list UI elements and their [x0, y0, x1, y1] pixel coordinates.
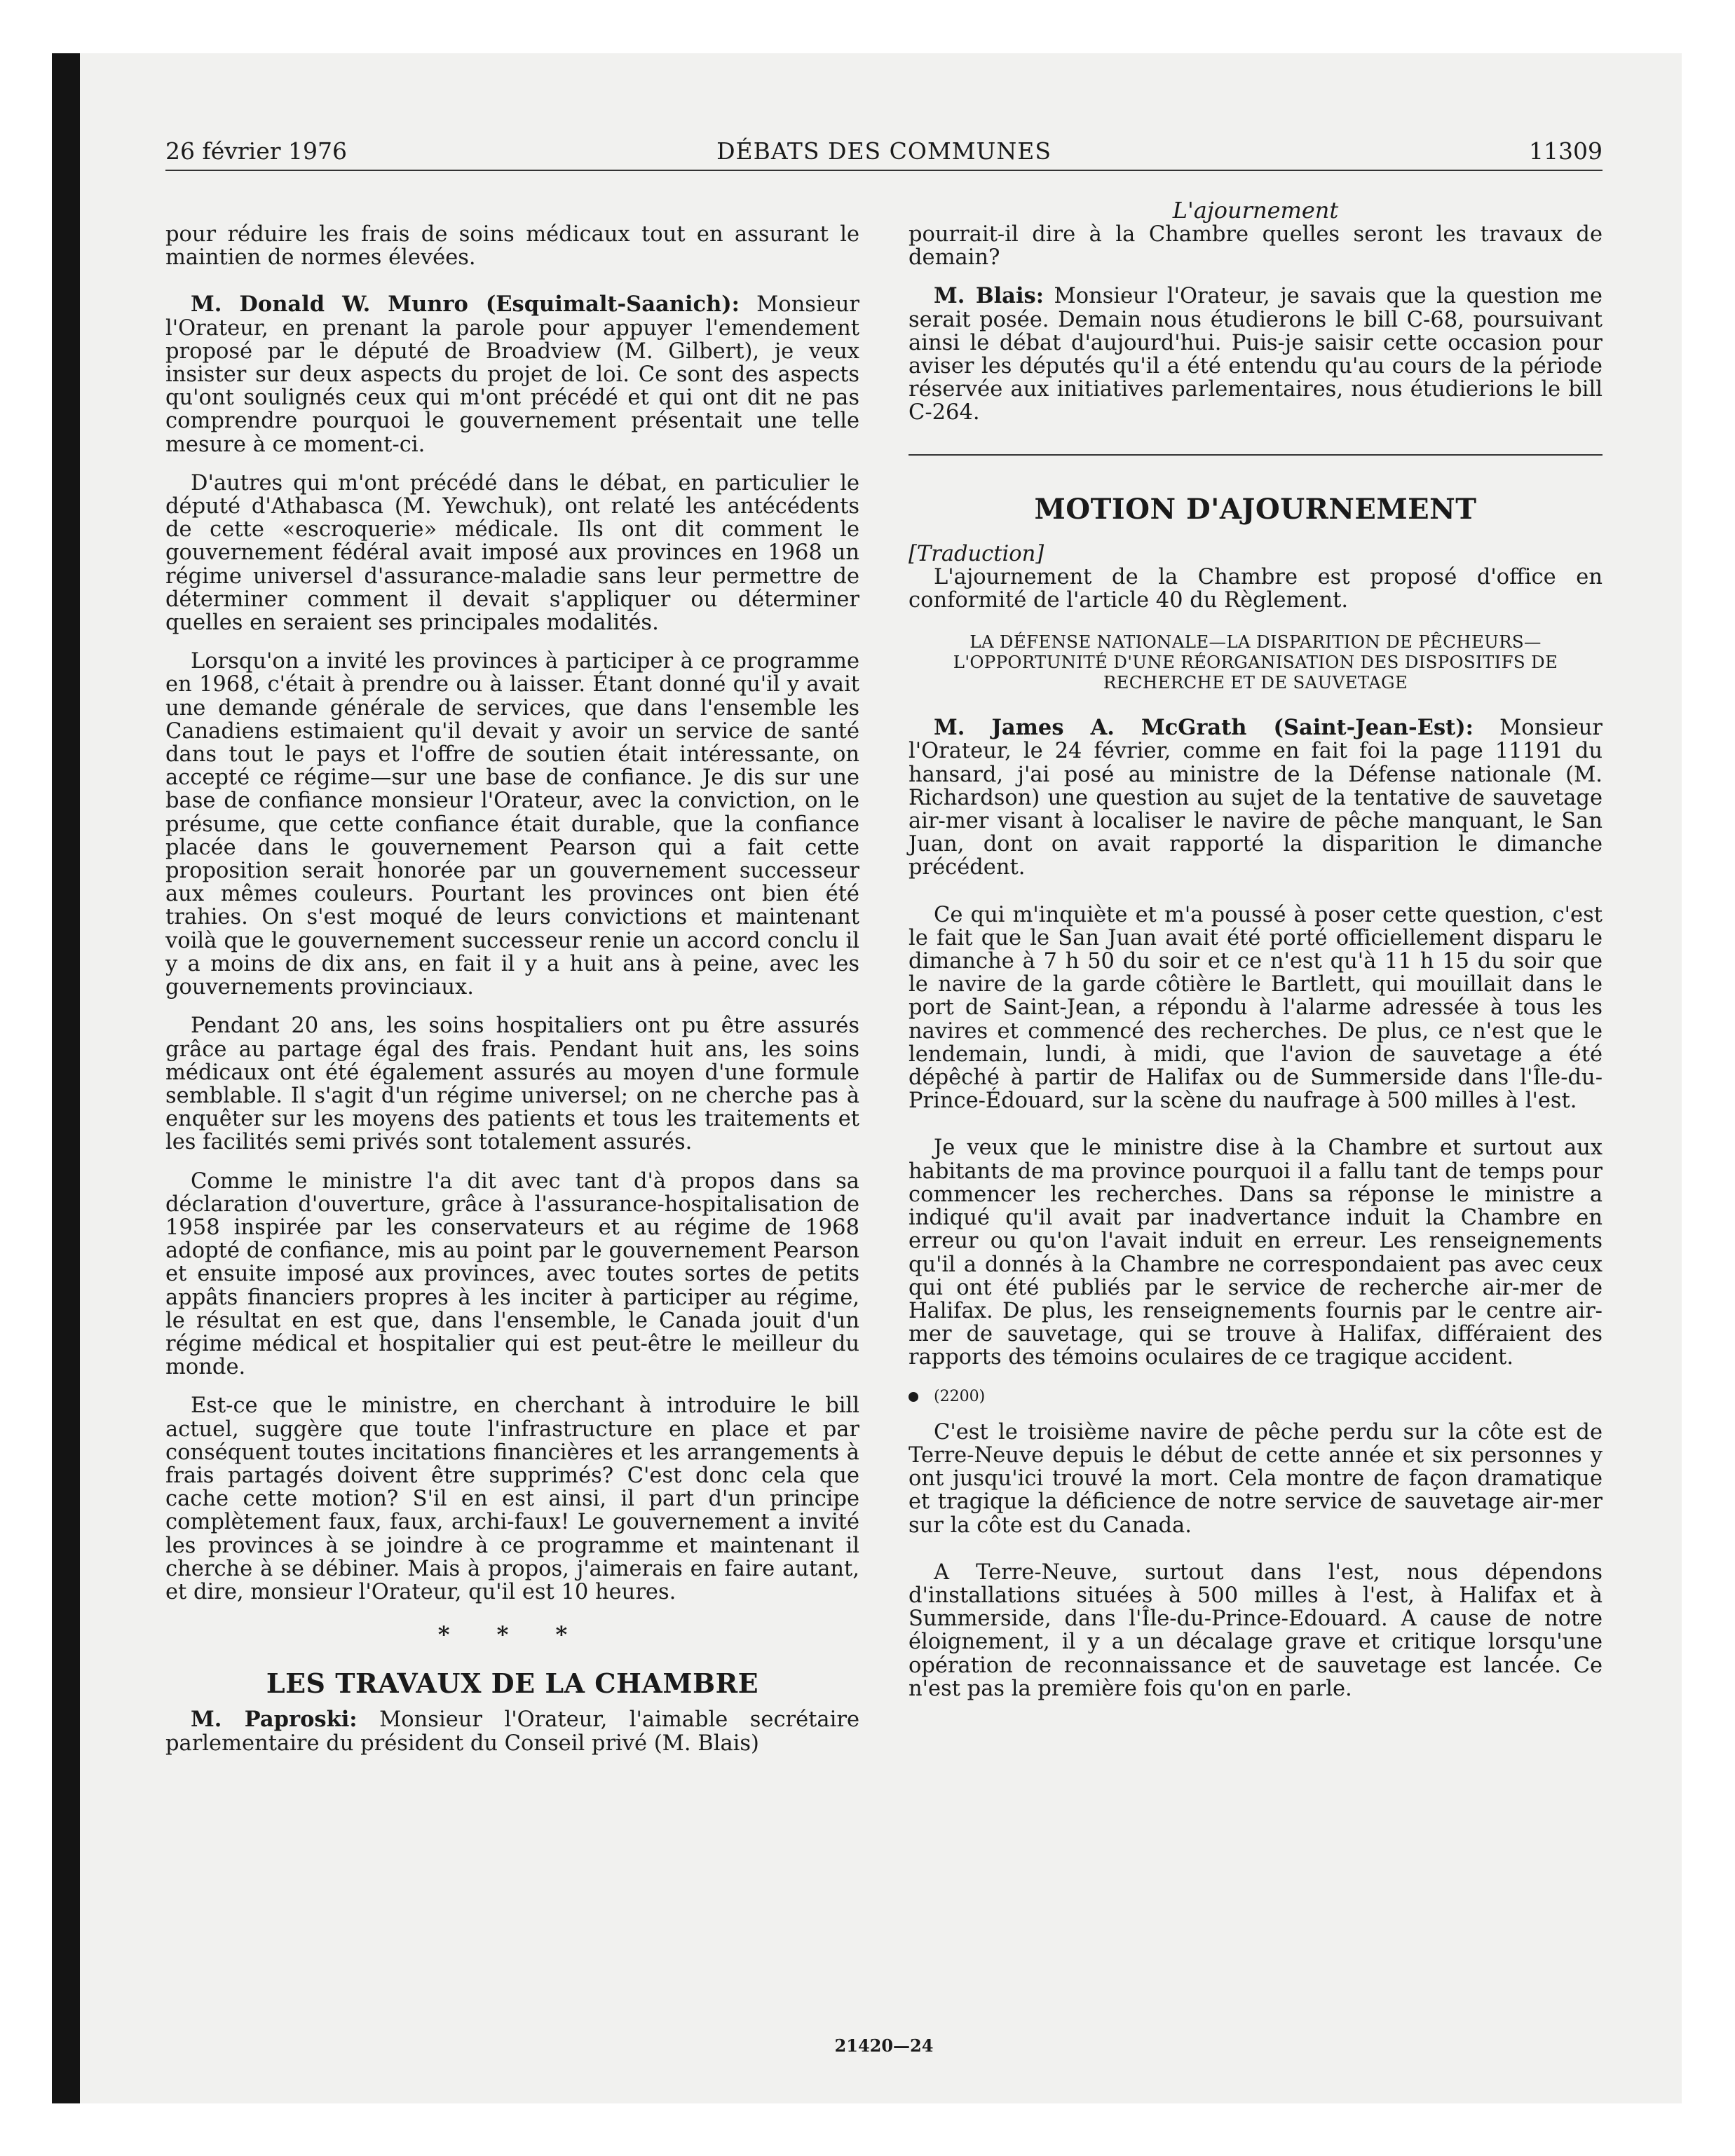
- speech-text: Monsieur l'Orateur, l'aimable secrétaire parlementaire du président du Conseil privé (M. Blais): [165, 1707, 860, 1756]
- paragraph: Ce qui m'inquiète et m'a poussé à poser cette question, c'est le fait que le San Juan avait été porté officiellement disparu le dimanche à 7 h 50 du soir et ce n'est qu'à 11 h 15 du soir que le navire de la garde côtière le Bartlett, qui mouillait dans le port de Saint-Jean, a répondu à l'alarme adressée à tous les navires et commencé des recherches. De plus, ce n'est que le lendemain, lundi, à midi, que l'avion de sauvetage a été dépêché à partir de Halifax ou de Summerside dans l'Île-du-Prince-Édouard, sur la scène du naufrage à 500 milles à l'est.: [909, 902, 1603, 1114]
- paragraph: pourrait-il dire à la Chambre quelles seront les travaux de demain?: [909, 222, 1603, 271]
- header-date: 26 février 1976: [165, 137, 347, 165]
- paragraph: [165, 293, 859, 456]
- speaker-name: M. Blais:: [934, 283, 1044, 309]
- section-heading: MOTION D'AJOURNEMENT: [1034, 492, 1477, 526]
- paragraph: Lorsqu'on a invité les provinces à participer à ce programme en 1968, c'était à prendre ou à laisser. Étant donné qu'il y avait une demande générale de services, que dans l'ensemble les Canadiens estimaient qu'il devait y avoir un service de santé dans tout le pays et l'offre de soutien était intéressante, on accepté ce régime—sur une base de confiance. Je dis sur une base de confiance monsieur l'Orateur, avec la conviction, on le présume, que cette confiance était durable, que la confiance placée dans le gouvernement Pearson qui a fait cette proposition serait honorée par un gouvernement successeur aux mêmes couleurs. Pourtant les provinces ont bien été trahies. On s'est moqué de leurs convictions et maintenant voilà que le gouvernement successeur renie un accord conclu il y a moins de dix ans, en fait il y a huit ans à peine, avec les gouvernements provinciaux.: [165, 649, 859, 1000]
- speech-text: Monsieur l'Orateur, en prenant la parole pour appuyer l'emendement proposé par le député de Broadview (M. Gilbert), je veux insister sur deux aspects du projet de loi. Ce sont des aspects qu'ont soulignés ceux qui m'ont précédé et qui ont dit ne pas comprendre pourquoi le gouvernement présentait une telle mesure à ce moment-ci.: [165, 292, 859, 457]
- paragraph: pour réduire les frais de soins médicaux tout en assurant le maintien de normes élevées.: [165, 222, 859, 271]
- bullet-icon: [909, 1392, 918, 1402]
- paragraph: D'autres qui m'ont précédé dans le débat, en particulier le député d'Athabasca (M. Yewchuk), ont relaté les antécédents de cette «escroquerie» médicale. Ils ont dit comment le gouvernement fédéral avait imposé aux provinces en 1968 un régime universel d'assurance-maladie sans leur permettre de déterminer comment il devait s'appliquer ou déterminer quelles en seraient ses principales modalités.: [165, 470, 859, 636]
- page: [165, 137, 1603, 2058]
- paragraph: L'ajournement de la Chambre est proposé d'office en conformité de l'article 40 du Règlement.: [909, 564, 1603, 613]
- page-footer: 21420—24: [834, 2035, 934, 2056]
- subsection-heading: LA DÉFENSE NATIONALE—LA DISPARITION DE PÊCHEURS—L'OPPORTUNITÉ D'UNE RÉORGANISATION DES DISPOSITIFS DE RECHERCHE ET DE SAUVETAGE: [953, 632, 1558, 693]
- paragraph: Comme le ministre l'a dit avec tant d'à propos dans sa déclaration d'ouverture, grâce à l'assurance-hospitalisation de 1958 inspirée par les conservateurs et au régime de 1968 adopté de confiance, mis au point par le gouvernement Pearson et ensuite imposé aux provinces, avec toutes sortes de petits appâts financiers propres à les inciter à participer au régime, le résultat en est que, dans l'ensemble, le Canada jouit d'un régime médical et hospitalier qui est peut-être le meilleur du monde.: [165, 1168, 859, 1380]
- right-column: [909, 223, 1603, 1716]
- paragraph: C'est le troisième navire de pêche perdu sur la côte est de Terre-Neuve depuis le début de cette année et six personnes y ont jusqu'ici trouvé la mort. Cela montre de façon dramatique et tragique la déficience de notre service de sauvetage air-mer sur la côte est du Canada.: [909, 1419, 1603, 1538]
- paragraph: Est-ce que le ministre, en cherchant à introduire le bill actuel, suggère que toute l'infrastructure en place et par conséquent toutes incitations financières et les arrangements à frais partagés doivent être supprimés? C'est donc cela que cache cette motion? S'il en est ainsi, il part d'un principe complètement faux, faux, archi-faux! Le gouvernement a invité les provinces à se joindre à ce programme et maintenant il cherche à se débiner. Mais à propos, j'aimerais en faire autant, et dire, monsieur l'Orateur, qu'il est 10 heures.: [165, 1393, 859, 1604]
- speaker-name: M. James A. McGrath (Saint-Jean-Est):: [934, 715, 1474, 741]
- horizontal-rule: [909, 454, 1603, 456]
- paragraph: Je veux que le ministre dise à la Chambre et surtout aux habitants de ma province pourquoi il a fallu tant de temps pour commencer les recherches. Dans sa réponse le ministre a indiqué qu'il avait par inadvertance induit la Chambre en erreur ou qu'on l'avait induit en erreur. Les renseignements qu'il a donnés à la Chambre ne correspondaient pas avec ceux qui ont été publiés par le service de recherche air-mer de Halifax. De plus, les renseignements fournis par le centre air-mer de sauvetage, qui se trouve à Halifax, différaient des rapports des témoins oculaires de ce tragique accident.: [909, 1135, 1603, 1370]
- paragraph: [165, 1708, 859, 1754]
- section-separator: * * *: [437, 1621, 587, 1649]
- paragraph: [909, 285, 1603, 424]
- speech-text: Monsieur l'Orateur, le 24 février, comme en fait foi la page 11191 du hansard, j'ai posé au ministre de la Défense nationale (M. Richardson) une question au sujet de la tentative de sauvetage air-mer visant à localiser le navire de pêche manquant, le San Juan, dont on avait rapporté la disparition le dimanche précédent.: [909, 716, 1603, 880]
- paragraph: Pendant 20 ans, les soins hospitaliers ont pu être assurés grâce au partage égal des frais. Pendant huit ans, les soins médicaux ont été également assurés au moyen d'une formule semblable. Il s'agit d'un régime universel; on ne cherche pas à enquêter sur les moyens des patients et tous les traitements et les facilités semi privés sont totalement assurés.: [165, 1014, 859, 1155]
- paragraph: [909, 716, 1603, 879]
- left-column: [165, 223, 859, 1770]
- running-head: L'ajournement: [1172, 197, 1339, 224]
- paragraph: A Terre-Neuve, surtout dans l'est, nous dépendons d'installations situées à 500 milles à l'est, à Halifax et à Summerside, dans l'Île-du-Prince-Edouard. A cause de notre éloignement, il y a un décalage grave et critique lorsqu'une opération de reconnaissance et de sauvetage est lancée. Ce n'est pas la première fois qu'on en parle.: [909, 1560, 1603, 1701]
- translation-note: [Traduction]: [909, 541, 1045, 566]
- page-header: [165, 137, 1603, 171]
- speaker-name: M. Donald W. Munro (Esquimalt-Saanich):: [191, 292, 740, 318]
- speech-text: Monsieur l'Orateur, je savais que la question me serait posée. Demain nous étudierons le bill C-68, poursuivant ainsi le débat d'aujourd'hui. Puis-je saisir cette occasion pour aviser les députés qu'il a été entendu qu'au cours de la période réservée aux initiatives parlementaires, nous étudierions le bill C-264.: [909, 284, 1603, 425]
- time-marker-text: (2200): [934, 1387, 986, 1405]
- section-heading: LES TRAVAUX DE LA CHAMBRE: [266, 1667, 759, 1700]
- scan-edge-bar: [52, 53, 80, 2103]
- header-page-number: 11309: [1529, 137, 1603, 165]
- speaker-name: M. Paproski:: [191, 1707, 358, 1733]
- time-marker: [909, 1385, 1603, 1408]
- header-title: DÉBATS DES COMMUNES: [716, 137, 1052, 165]
